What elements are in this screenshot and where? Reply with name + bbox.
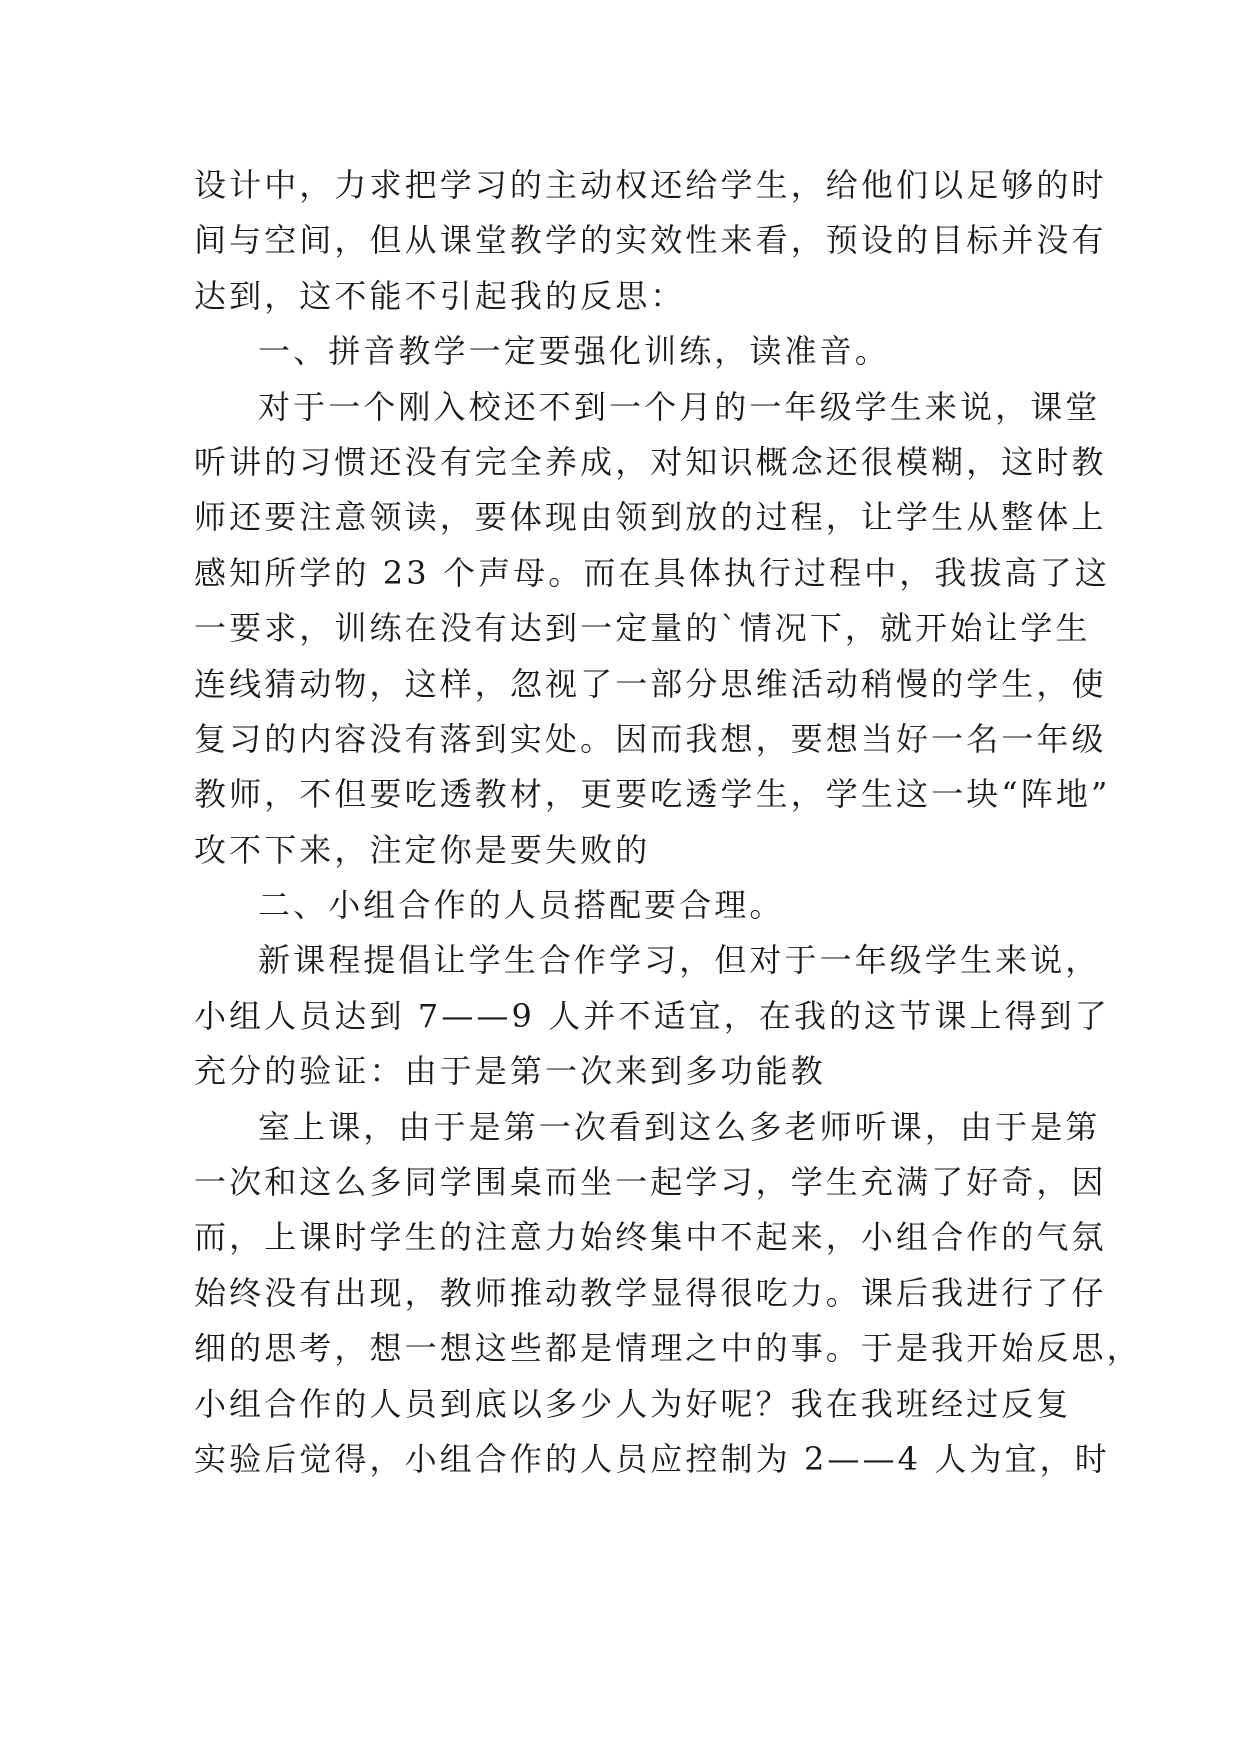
text-line: 而，上课时学生的注意力始终集中不起来，小组合作的气氛	[194, 1218, 1107, 1257]
text-line: 师还要注意领读，要体现由领到放的过程，让学生从整体上	[194, 498, 1107, 537]
text-line: 一要求，训练在没有达到一定量的`情况下，就开始让学生	[194, 609, 1091, 648]
text-line: 听讲的习惯还没有完全养成，对知识概念还很模糊，这时教	[194, 442, 1107, 481]
text-line: 设计中，力求把学习的主动权还给学生，给他们以足够的时	[194, 166, 1107, 204]
text-line: 细的思考，想一想这些都是情理之中的事。于是我开始反思，	[194, 1329, 1142, 1368]
text-line: 实验后觉得，小组合作的人员应控制为 2——4 人为宜，时	[194, 1439, 1110, 1478]
paragraph-start: 对于一个刚入校还不到一个月的一年级学生来说，课堂	[258, 387, 1101, 426]
body-text	[194, 158, 1142, 1487]
text-line: 一次和这么多同学围桌而坐一起学习，学生充满了好奇，因	[194, 1163, 1107, 1202]
text-line: 充分的验证：由于是第一次来到多功能教	[194, 1052, 826, 1091]
text-line: 小组合作的人员到底以多少人为好呢？我在我班经过反复	[194, 1384, 1072, 1423]
text-line: 始终没有出现，教师推动教学显得很吃力。课后我进行了仔	[194, 1273, 1107, 1312]
text-line: 复习的内容没有落到实处。因而我想，要想当好一名一年级	[194, 719, 1107, 758]
text-line: 间与空间，但从课堂教学的实效性来看，预设的目标并没有	[194, 221, 1107, 260]
text-line: 感知所学的 23 个声母。而在具体执行过程中，我拔高了这	[194, 553, 1110, 592]
text-line: 连线猜动物，这样，忽视了一部分思维活动稍慢的学生，使	[194, 664, 1107, 703]
text-line: 达到，这不能不引起我的反思：	[194, 276, 686, 315]
paragraph-start: 室上课，由于是第一次看到这么多老师听课，由于是第	[258, 1107, 1101, 1146]
section-heading: 一、拼音教学一定要强化训练，读准音。	[258, 332, 890, 371]
text-line: 小组人员达到 7——9 人并不适宜，在我的这节课上得到了	[194, 996, 1110, 1035]
section-heading: 二、小组合作的人员搭配要合理。	[258, 886, 785, 925]
text-line: 攻不下来，注定你是要失败的	[194, 830, 651, 869]
text-line: 教师，不但要吃透教材，更要吃透学生，学生这一块“阵地”	[194, 775, 1111, 814]
paragraph-start: 新课程提倡让学生合作学习，但对于一年级学生来说，	[258, 941, 1101, 980]
